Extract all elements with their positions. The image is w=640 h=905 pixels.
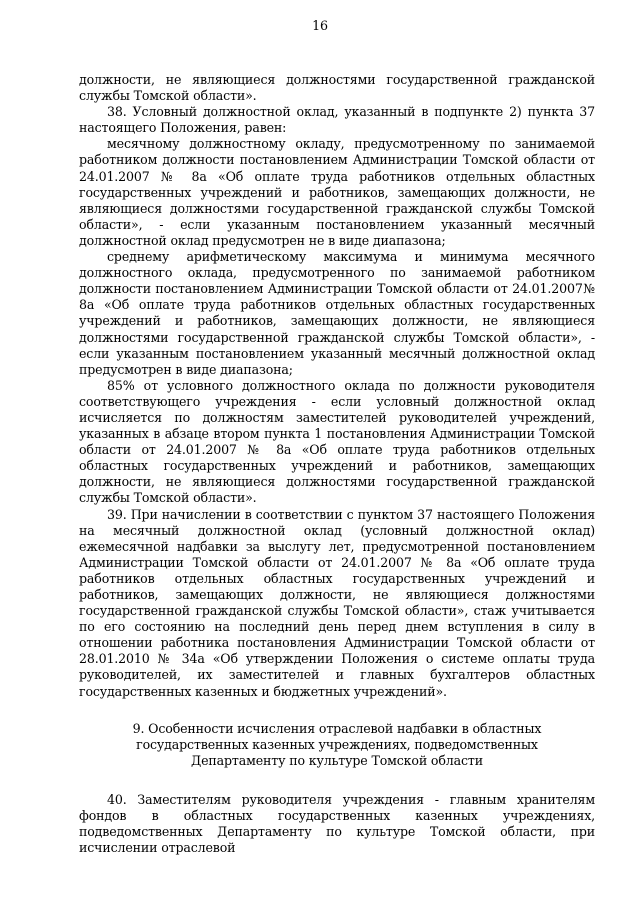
paragraph-38: 38. Условный должностной оклад, указанный в подпункте 2) пункта 37 настоящего Положения, равен:: [79, 104, 595, 136]
section-heading-line-2: государственных казенных учреждениях, подведомственных: [136, 736, 538, 752]
section-heading-line-1: 9. Особенности исчисления отраслевой надбавки в областных: [132, 720, 542, 736]
paragraph-monthly-salary: месячному должностному окладу, предусмотренному по занимаемой работником должности постановлением Администрации Томской области от 24.01.2007 № 8а «Об оплате труда работников отдельных областных государственных учреждений и работников, замещающих должности, не являющиеся должностями государственной гражданской службы Томской области», - если указанным постановлением указанный месячный должностной оклад предусмотрен не в виде диапазона;: [79, 136, 595, 248]
paragraph-continuation: должности, не являющиеся должностями государственной гражданской службы Томской области».: [79, 72, 595, 104]
page-number: 16: [312, 18, 328, 33]
paragraph-40: 40. Заместителям руководителя учреждения - главным хранителям фондов в областных государственных казенных учреждениях, подведомственных Департаменту по культуре Томской области, при исчислении отраслевой: [79, 791, 595, 856]
document-body: [79, 72, 595, 856]
paragraph-average-salary: среднему арифметическому максимума и минимума месячного должностного оклада, предусмотренного по занимаемой работником должности постановлением Администрации Томской области от 24.01.2007№ 8а «Об оплате труда работников отдельных областных государственных учреждений и работников, замещающих должности, не являющиеся должностями государственной гражданской службы Томской области», - если указанным постановлением указанный месячный должностной оклад предусмотрен в виде диапазона;: [79, 249, 595, 377]
spacer: [79, 700, 595, 721]
section-heading: [79, 721, 595, 769]
section-heading-line-3: Департаменту по культуре Томской области: [191, 752, 483, 768]
spacer: [79, 769, 595, 792]
paragraph-39: 39. При начислении в соответствии с пунктом 37 настоящего Положения на месячный должностной оклад (условный должностной оклад) ежемесячной надбавки за выслугу лет, предусмотренной постановлением Администрации Томской области от 24.01.2007 № 8а «Об оплате труда работников отдельных областных государственных учреждений и работников, замещающих должности, не являющиеся должностями государственной гражданской службы Томской области», стаж учитывается по его состоянию на последний день перед днем вступления в силу в отношении работника постановления Администрации Томской области от 28.01.2010 № 34а «Об утверждении Положения о системе оплаты труда руководителей, их заместителей и главных бухгалтеров областных государственных казенных и бюджетных учреждений».: [79, 506, 595, 699]
paragraph-85-percent: 85% от условного должностного оклада по должности руководителя соответствующего учреждения - если условный должностной оклад исчисляется по должностям заместителей руководителей учреждений, указанных в абзаце втором пункта 1 постановления Администрации Томской области от 24.01.2007 № 8а «Об оплате труда работников отдельных областных государственных учреждений и работников, замещающих должности, не являющиеся должностями государственной гражданской службы Томской области».: [79, 377, 595, 506]
